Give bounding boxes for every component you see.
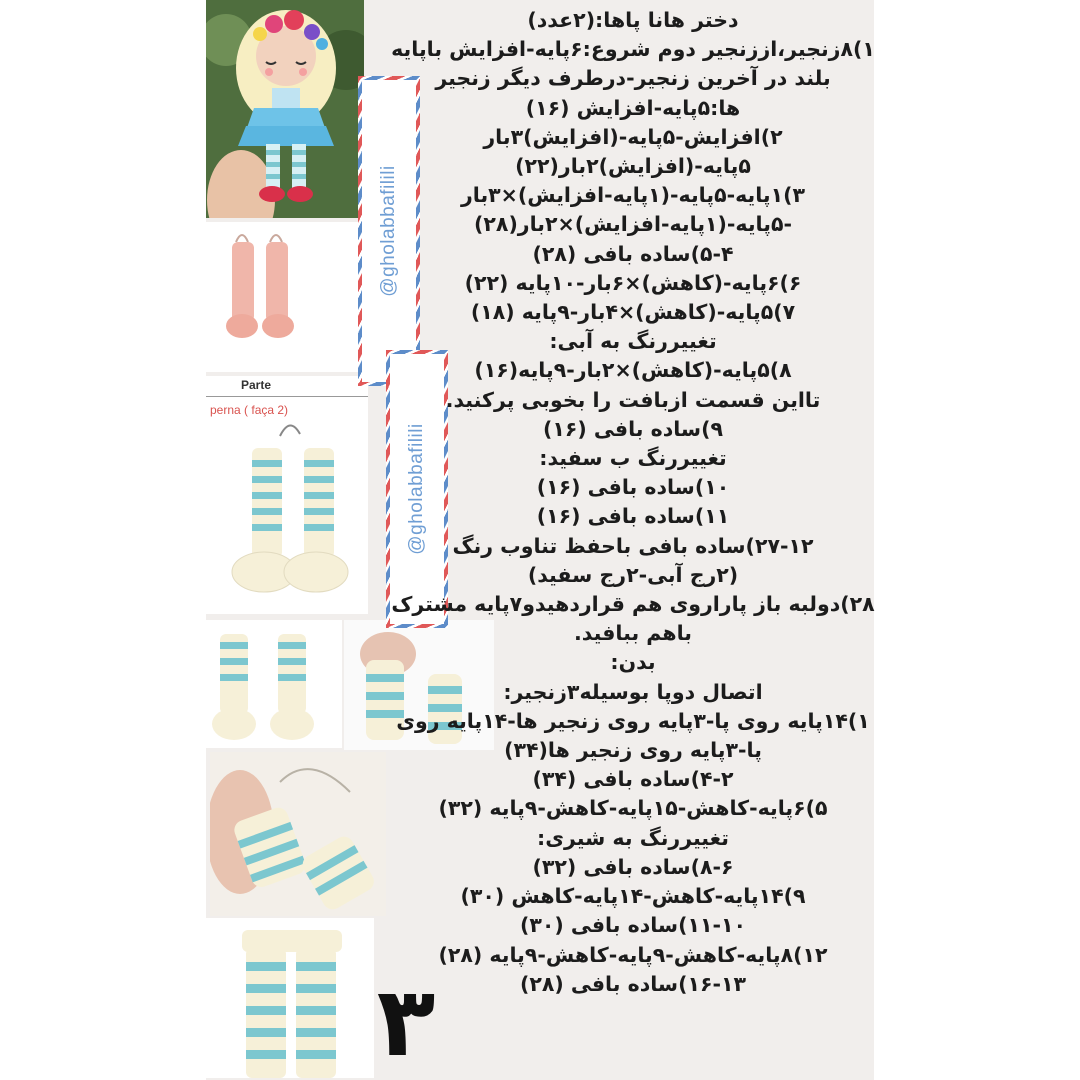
open-legs-illustration: [206, 620, 342, 748]
doc-sublabel: perna ( faça 2): [210, 403, 289, 417]
hand-legs-photo: [210, 752, 386, 916]
pattern-line: ۲۷-۱۲)ساده بافی باحفظ تناوب رنگ: [452, 533, 814, 558]
pattern-line: ۱۱)ساده بافی (۱۶): [536, 504, 730, 529]
pattern-line: -۵پایه-(۱پایه-افزایش)×۲بار(۲۸): [474, 212, 792, 237]
pattern-line: ۷)۵پایه-(کاهش)×۴بار-۹پایه (۱۸): [470, 300, 796, 325]
pattern-line: بلند در آخرین زنجیر-درطرف دیگر زنجیر: [435, 66, 831, 91]
pattern-line: ۲۸)دولبه باز پاراروی هم قراردهیدو۷پایه مشترک: [391, 592, 875, 617]
pattern-line: ۵)۶پایه-کاهش-۱۵پایه-کاهش-۹پایه (۳۲): [438, 796, 828, 821]
pattern-line: اتصال دوپا بوسیله۳زنجیر:: [503, 679, 763, 704]
pattern-line: دختر هانا پاها:(۲عدد): [527, 8, 739, 32]
pattern-line: ۵-۴)ساده بافی (۲۸): [532, 241, 734, 266]
pink-legs-illustration: [206, 222, 358, 372]
pattern-line: ۹)ساده بافی (۱۶): [543, 416, 723, 441]
pattern-line: تغییررنگ به آبی:: [549, 329, 717, 354]
pattern-line: ۸-۶)ساده بافی (۳۲): [532, 854, 734, 879]
pattern-line: ۱۰)ساده بافی (۱۶): [536, 475, 730, 500]
pattern-line: ۱۱-۱۰)ساده بافی (۳۰): [519, 913, 747, 938]
pattern-line: (۲رج آبی-۲رج سفید): [527, 562, 739, 587]
open-legs-photo: [206, 620, 342, 748]
pattern-line: ۱)۸زنجیر،اززنجیر دوم شروع:۶پایه-افزایش باپایه: [391, 37, 875, 62]
doll-illustration: [206, 0, 364, 218]
pattern-line: ۴-۲)ساده بافی (۳۴): [532, 767, 734, 792]
watermark-text: @gholabbafilili: [378, 165, 399, 297]
doc-label: Parte: [240, 378, 272, 392]
pattern-line: ۱۲)۸پایه-کاهش-۹پایه-کاهش-۹پایه (۲۸): [438, 942, 828, 967]
pattern-line: تغییررنگ ب سفید:: [539, 446, 727, 471]
pattern-line: ۸)۵پایه-(کاهش)×۲بار-۹پایه(۱۶): [474, 358, 792, 383]
pattern-line: باهم ببافید.: [573, 621, 692, 646]
hand-legs-illustration: [210, 752, 386, 916]
bottom-legs-photo: [206, 918, 374, 1078]
pattern-line: ۶)۶پایه-(کاهش)×۶بار-۱۰پایه (۲۲): [464, 270, 802, 295]
pattern-doc-photo: [206, 376, 368, 614]
pattern-line: ۵پایه-(افزایش)۲بار(۲۲): [515, 154, 751, 179]
pattern-line: ۱۶-۱۳)ساده بافی (۲۸): [519, 971, 747, 996]
pattern-line: ۱)۱۴پایه روی پا-۳پایه روی زنجیر ها-۱۴پایه روی: [396, 708, 870, 733]
bottom-legs-illustration: [206, 918, 374, 1078]
pattern-line: تااین قسمت ازبافت را بخوبی پرکنید.: [445, 387, 821, 412]
pattern-line: ۳)۱پایه-۵پایه-(۱پایه-افزایش)×۳بار: [460, 183, 806, 208]
pattern-instructions: [382, 6, 884, 999]
pattern-line: ۲)افزایش-۵پایه-(افزایش)۳بار: [483, 124, 783, 149]
pattern-line: پا-۳پایه روی زنجیر ها(۳۴): [504, 738, 762, 763]
watermark-text: @gholabbafilili: [406, 423, 427, 555]
doll-photo: [206, 0, 364, 218]
striped-legs-illustration: [206, 376, 368, 614]
page-number: ۳: [376, 966, 436, 1078]
pattern-line: بدن:: [610, 650, 656, 675]
pattern-line: ها:۵پایه-افزایش (۱۶): [525, 95, 741, 120]
pink-legs-photo: [206, 222, 358, 372]
pattern-line: ۹)۱۴پایه-کاهش-۱۴پایه-کاهش (۳۰): [460, 884, 806, 909]
pattern-line: تغییررنگ به شیری:: [537, 825, 729, 850]
